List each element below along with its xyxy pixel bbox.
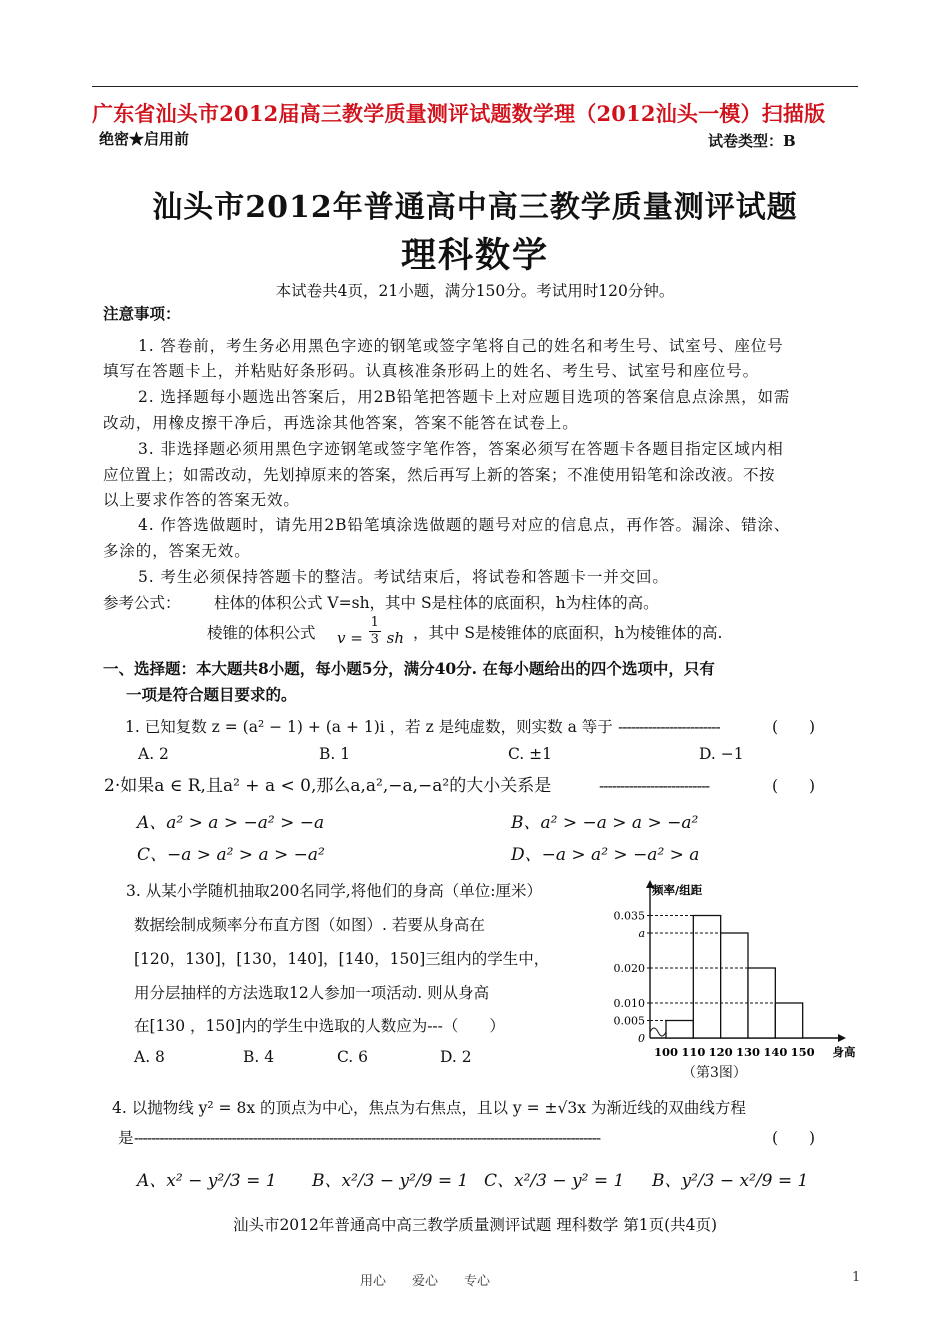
q1-option-b: B. 1 bbox=[319, 745, 351, 763]
q3-line: 数据绘制成频率分布直方图（如图）. 若要从身高在 bbox=[134, 916, 485, 934]
exam-title: 汕头市2012年普通高中高三教学质量测评试题 bbox=[152, 190, 798, 225]
q3-option-c: C. 6 bbox=[337, 1048, 369, 1066]
q3-line: 用分层抽样的方法选取12人参加一项活动. 则从身高 bbox=[134, 984, 490, 1002]
formula-pyramid-pre: 棱锥的体积公式 bbox=[207, 624, 316, 642]
formula-pyramid-math bbox=[337, 612, 404, 645]
x-tick-label: 130 bbox=[735, 1045, 761, 1059]
q1-paren: ( ) bbox=[772, 718, 816, 736]
q2-stem: 2·如果a ∈ R,且a² + a < 0,那么a,a²,−a,−a²的大小关系是 bbox=[104, 776, 552, 796]
q1-stem: 1. 已知复数 z = (a² − 1) + (a + 1)i ，若 z 是纯虚数，则实数 a 等于 bbox=[125, 718, 613, 736]
exam-info: 本试卷共4页，21小题，满分150分。考试用时120分钟。 bbox=[275, 282, 675, 300]
note-line: 1. 答卷前，考生务必用黑色字迹的钢笔或签字笔将自己的姓名和考生号、试室号、座位号 bbox=[138, 337, 784, 355]
y-tick-label: 0.005 bbox=[613, 1014, 645, 1028]
q3-line: 在[130 ，150]内的学生中选取的人数应为---（ ） bbox=[134, 1017, 505, 1035]
footer-page-number: 1 bbox=[852, 1270, 861, 1285]
y-tick-label: 0 bbox=[638, 1032, 645, 1045]
note-line: 多涂的，答案无效。 bbox=[103, 542, 251, 560]
y-tick-label: a bbox=[638, 927, 645, 940]
q4-stem: 4. 以抛物线 y² = 8x 的顶点为中心，焦点为右焦点，且以 y = ±√3x 为渐近线的双曲线方程 bbox=[112, 1099, 746, 1117]
header-rule bbox=[92, 86, 858, 87]
frequency-histogram bbox=[600, 880, 856, 1070]
q4-paren: ( ) bbox=[772, 1129, 816, 1147]
x-tick-label: 150 bbox=[790, 1045, 815, 1059]
q3-option-d: D. 2 bbox=[440, 1048, 472, 1066]
y-tick-label: 0.020 bbox=[613, 962, 645, 975]
formula-rhs: sh bbox=[386, 628, 405, 647]
q4-stem2: 是 bbox=[118, 1129, 134, 1147]
x-tick-label: 140 bbox=[763, 1045, 788, 1059]
note-line: 5. 考生必须保持答题卡的整洁。考试结束后，将试卷和答题卡一并交回。 bbox=[138, 568, 669, 586]
x-tick-label: 110 bbox=[681, 1045, 706, 1059]
q4-dashes: -------------------------------------------------------------------------------------------------------------- bbox=[134, 1129, 601, 1147]
q2-option-d: D、−a > a² > −a² > a bbox=[511, 845, 700, 865]
note-line: 4. 作答选做题时，请先用2B铅笔填涂选做题的题号对应的信息点，再作答。漏涂、错涂、 bbox=[138, 516, 791, 534]
axis-break-mark bbox=[650, 1028, 666, 1036]
histogram-bar bbox=[693, 916, 720, 1039]
y-tick-label: 0.035 bbox=[613, 909, 645, 923]
page-footer-label: 汕头市2012年普通高中高三教学质量测评试题 理科数学 第1页(共4页) bbox=[232, 1216, 718, 1234]
note-line: 2. 选择题每小题选出答案后，用2B铅笔把答题卡上对应题目选项的答案信息点涂黑，如需 bbox=[138, 388, 791, 406]
q4-option-c: C、x²/3 − y² = 1 bbox=[484, 1171, 625, 1191]
q3-line: [120，130]，[130，140]，[140，150]三组内的学生中， bbox=[134, 950, 550, 968]
x-tick-label: 120 bbox=[708, 1045, 733, 1059]
notes-heading: 注意事项： bbox=[103, 304, 181, 323]
formula-prism: 柱体的体积公式 V=sh，其中 S是柱体的底面积，h为柱体的高。 bbox=[214, 594, 659, 612]
q3-option-b: B. 4 bbox=[243, 1048, 275, 1066]
histogram-bar bbox=[666, 1021, 693, 1039]
section1-line1: 一、选择题：本大题共8小题，每小题5分，满分40分. 在每小题给出的四个选项中，只有 bbox=[103, 659, 715, 678]
formula-lhs: v = bbox=[337, 628, 363, 647]
q1-option-a: A. 2 bbox=[138, 745, 169, 763]
q2-option-c: C、−a > a² > a > −a² bbox=[137, 845, 325, 865]
q1-option-c: C. ±1 bbox=[508, 745, 553, 763]
formula-num: 1 bbox=[370, 615, 379, 630]
formula-pyramid-post: ，其中 S是棱锥体的底面积，h为棱锥体的高. bbox=[413, 624, 723, 642]
document-title: 广东省汕头市2012届高三教学质量测评试题数学理（2012汕头一模）扫描版 bbox=[92, 101, 826, 126]
q2-option-b: B、a² > −a > a > −a² bbox=[511, 813, 699, 833]
note-line: 以上要求作答的答案无效。 bbox=[103, 491, 300, 509]
q4-option-b: B、x²/3 − y²/9 = 1 bbox=[312, 1171, 469, 1191]
note-line: 填写在答题卡上，并粘贴好条形码。认真核准条形码上的姓名、考生号、试室号和座位号。 bbox=[103, 362, 760, 380]
note-line: 改动，用橡皮擦干净后，再选涂其他答案，答案不能答在试卷上。 bbox=[103, 414, 579, 432]
x-tick-label: 100 bbox=[653, 1045, 679, 1059]
note-line: 应位置上；如需改动，先划掉原来的答案，然后再写上新的答案；不准使用铅笔和涂改液。不按 bbox=[103, 466, 776, 484]
exam-subject: 理科数学 bbox=[400, 235, 549, 276]
confidential-label: 绝密★启用前 bbox=[99, 130, 190, 148]
q3-option-a: A. 8 bbox=[134, 1048, 165, 1066]
histogram-bar bbox=[775, 1003, 802, 1038]
q2-paren: ( ) bbox=[772, 777, 816, 795]
section1-line2: 一项是符合题目要求的。 bbox=[126, 685, 297, 704]
y-tick-label: 0.010 bbox=[613, 997, 645, 1010]
x-axis-arrow bbox=[838, 1034, 846, 1042]
q3-line: 3. 从某小学随机抽取200名同学,将他们的身高（单位:厘米） bbox=[126, 882, 542, 900]
q1-option-d: D. −1 bbox=[699, 745, 744, 763]
figure-caption: （第3图） bbox=[682, 1065, 747, 1081]
note-line: 3. 非选择题必须用黑色字迹钢笔或签字笔作答，答案必须写在答题卡各题目指定区域内相 bbox=[138, 440, 784, 458]
formulas-label: 参考公式： bbox=[103, 594, 181, 612]
q4-option-d: B、y²/3 − x²/9 = 1 bbox=[652, 1171, 809, 1191]
y-axis-title: 频率/组距 bbox=[652, 883, 703, 897]
x-axis-title: 身高 bbox=[832, 1045, 856, 1059]
q4-option-a: A、x² − y²/3 = 1 bbox=[137, 1171, 277, 1191]
histogram-bar bbox=[721, 933, 748, 1038]
q1-dashes: ------------------------ bbox=[618, 718, 720, 736]
q2-option-a: A、a² > a > −a² > −a bbox=[137, 813, 325, 833]
q2-dashes: -------------------------- bbox=[599, 777, 710, 795]
footer-motto: 用心 爱心 专心 bbox=[360, 1274, 491, 1289]
paper-type: 试卷类型：B bbox=[708, 132, 796, 150]
formula-den: 3 bbox=[370, 632, 379, 647]
